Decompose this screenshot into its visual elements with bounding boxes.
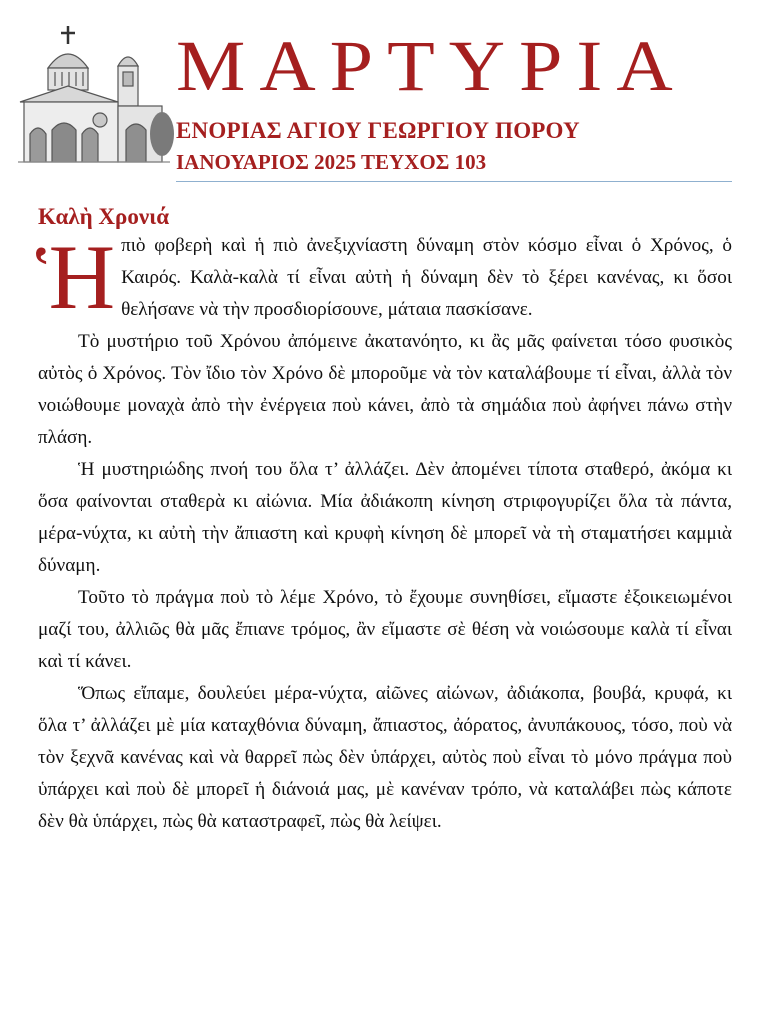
paragraph-1 — [36, 226, 732, 328]
church-illustration — [14, 22, 174, 172]
paragraph-3: Ἡ μυστηριώδης πνοή του ὅλα τ’ ἀλλάζει. Δὲν ἀπομένει τίποτα σταθερό, ἀκόμα κι ὅσα φαίνονται σταθερὰ κι αἰώνια. Μία ἀδιάκοπη κίνηση στριφογυρίζει ὅλα τὰ πάντα, μέρα-νύχτα, κι αὐτὴ τὴν ἄπιαστη καὶ κρυφὴ κίνηση δὲ μπορεῖ νὰ τὴ σταματήσει καμμιὰ δύναμη. — [38, 459, 732, 576]
issue-info: ΙΑΝΟΥΑΡΙΟΣ 2025 ΤΕΥΧΟΣ 103 — [176, 150, 487, 174]
article-body — [36, 226, 732, 838]
drop-cap: Ἡ — [36, 226, 116, 328]
paragraph-2: Τὸ μυστήριο τοῦ Χρόνου ἀπόμεινε ἀκατανόητο, κι ἂς μᾶς φαίνεται τόσο φυσικὸς αὐτὸς ὁ Χρόνος. Τὸν ἴδιο τὸν Χρόνο δὲ μποροῦμε νὰ τὸν καταλάβουμε τί εἶναι, ἀλλὰ τὸν νοιώθουμε μοναχὰ ἀπὸ τὴν ἐνέργεια ποὺ κάνει, ἀπὸ τὰ σημάδια ποὺ ἀφήνει πάνω στὴν πλάση. — [38, 331, 732, 448]
article-title: Καλὴ Χρονιά — [38, 204, 170, 229]
paragraph-5: Ὅπως εἴπαμε, δουλεύει μέρα-νύχτα, αἰῶνες αἰώνων, ἀδιάκοπα, βουβά, κρυφά, κι ὅλα τ’ ἀλλάζει μὲ μία καταχθόνια δύναμη, ἄπιαστος, ἀόρατος, ἀνυπάκουος, τόσο, ποὺ νὰ τὸν ξεχνᾶ κανένας καὶ νὰ θαρρεῖ πὼς δὲν ὑπάρχει, αὐτὸς ποὺ εἶναι τὸ μόνο πράγμα ποὺ ὑπάρχει καὶ ποὺ δὲ μπορεῖ ἡ διάνοιά μας, μὲ κανέναν τρόπο, νὰ καταλάβει πὼς κάποτε δὲν θὰ ὑπάρχει, πὼς θὰ καταστραφεῖ, πὼς θὰ λείψει. — [38, 683, 732, 832]
paragraph-1-text: πιὸ φοβερὴ καὶ ἡ πιὸ ἀνεξιχνίαστη δύναμη στὸν κόσμο εἶναι ὁ Χρόνος, ὁ Καιρός. Καλὰ-καλὰ τί εἶναι αὐτὴ ἡ δύναμη δὲν τὸ ξέρει κανένας, κι ὅσοι θελήσανε νὰ τὴν προσδιορίσουνε, μάταια πασκίσανε. — [121, 235, 732, 320]
newsletter-title: ΜΑΡΤΥΡΙΑ — [176, 25, 687, 106]
header-divider — [176, 181, 732, 182]
parish-name: ΕΝΟΡΙΑΣ ΑΓΙΟΥ ΓΕΩΡΓΙΟΥ ΠΟΡΟΥ — [176, 118, 580, 143]
paragraph-4: Τοῦτο τὸ πράγμα ποὺ τὸ λέμε Χρόνο, τὸ ἔχουμε συνηθίσει, εἴμαστε ἐξοικειωμένοι μαζί του, ἀλλιῶς θὰ μᾶς ἔπιανε τρόμος, ἂν εἴμαστε σὲ θέση νὰ νοιώσουμε καλὰ τί εἶναι καὶ τί κάνει. — [38, 587, 732, 672]
